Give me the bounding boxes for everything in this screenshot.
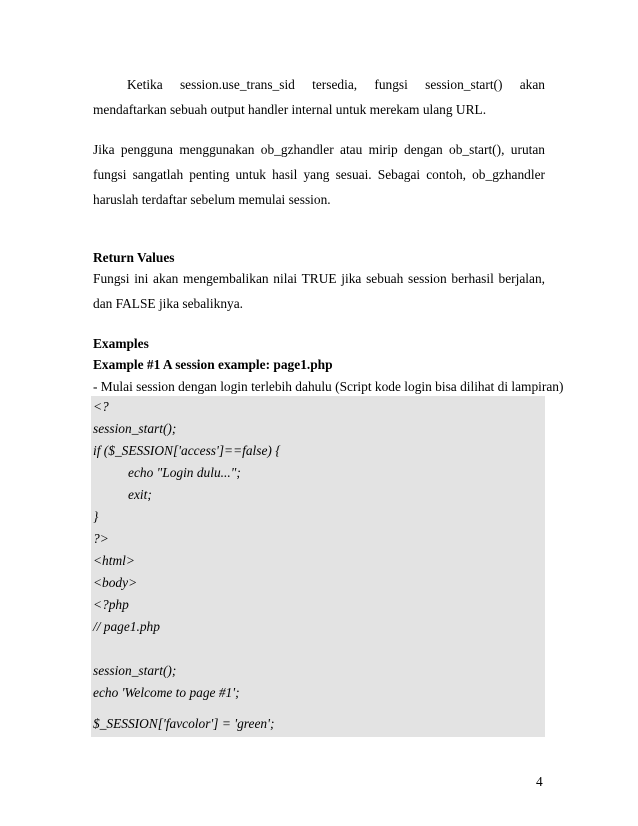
code-line: <?: [93, 399, 109, 414]
code-line: echo "Login dulu...";: [128, 465, 241, 480]
heading-examples: Examples: [93, 336, 149, 351]
code-line: echo 'Welcome to page #1';: [93, 685, 240, 700]
paragraph-return-values: Fungsi ini akan mengembalikan nilai TRUE jika sebuah session berhasil berjalan, dan FALSE jika sebaliknya.: [93, 271, 545, 311]
paragraph-ob-gzhandler: Jika pengguna menggunakan ob_gzhandler atau mirip dengan ob_start(), urutan fungsi sangatlah penting untuk hasil yang sesuai. Sebagai contoh, ob_gzhandler haruslah terdaftar sebelum memulai session.: [93, 142, 545, 207]
example-title: Example #1 A session example: page1.php: [93, 357, 333, 372]
example-description: - Mulai session dengan login terlebih dahulu (Script kode login bisa dilihat di lampiran): [93, 379, 564, 394]
code-line: if ($_SESSION['access']==false) {: [93, 443, 281, 458]
code-line: // page1.php: [93, 619, 160, 634]
code-line: exit;: [128, 487, 152, 502]
heading-return-values: Return Values: [93, 250, 175, 265]
code-line: }: [93, 509, 99, 524]
code-line: <html>: [93, 553, 135, 568]
code-line: session_start();: [93, 421, 177, 436]
code-line: ?>: [93, 531, 109, 546]
code-line: $_SESSION['favcolor'] = 'green';: [93, 716, 275, 731]
code-line: <?php: [93, 597, 129, 612]
code-line: <body>: [93, 575, 138, 590]
code-line: session_start();: [93, 663, 177, 678]
paragraph-session-use-trans-sid: Ketika session.use_trans_sid tersedia, fungsi session_start() akan mendaftarkan sebuah output handler internal untuk merekam ulang URL.: [93, 77, 545, 117]
page-number: 4: [536, 774, 543, 789]
